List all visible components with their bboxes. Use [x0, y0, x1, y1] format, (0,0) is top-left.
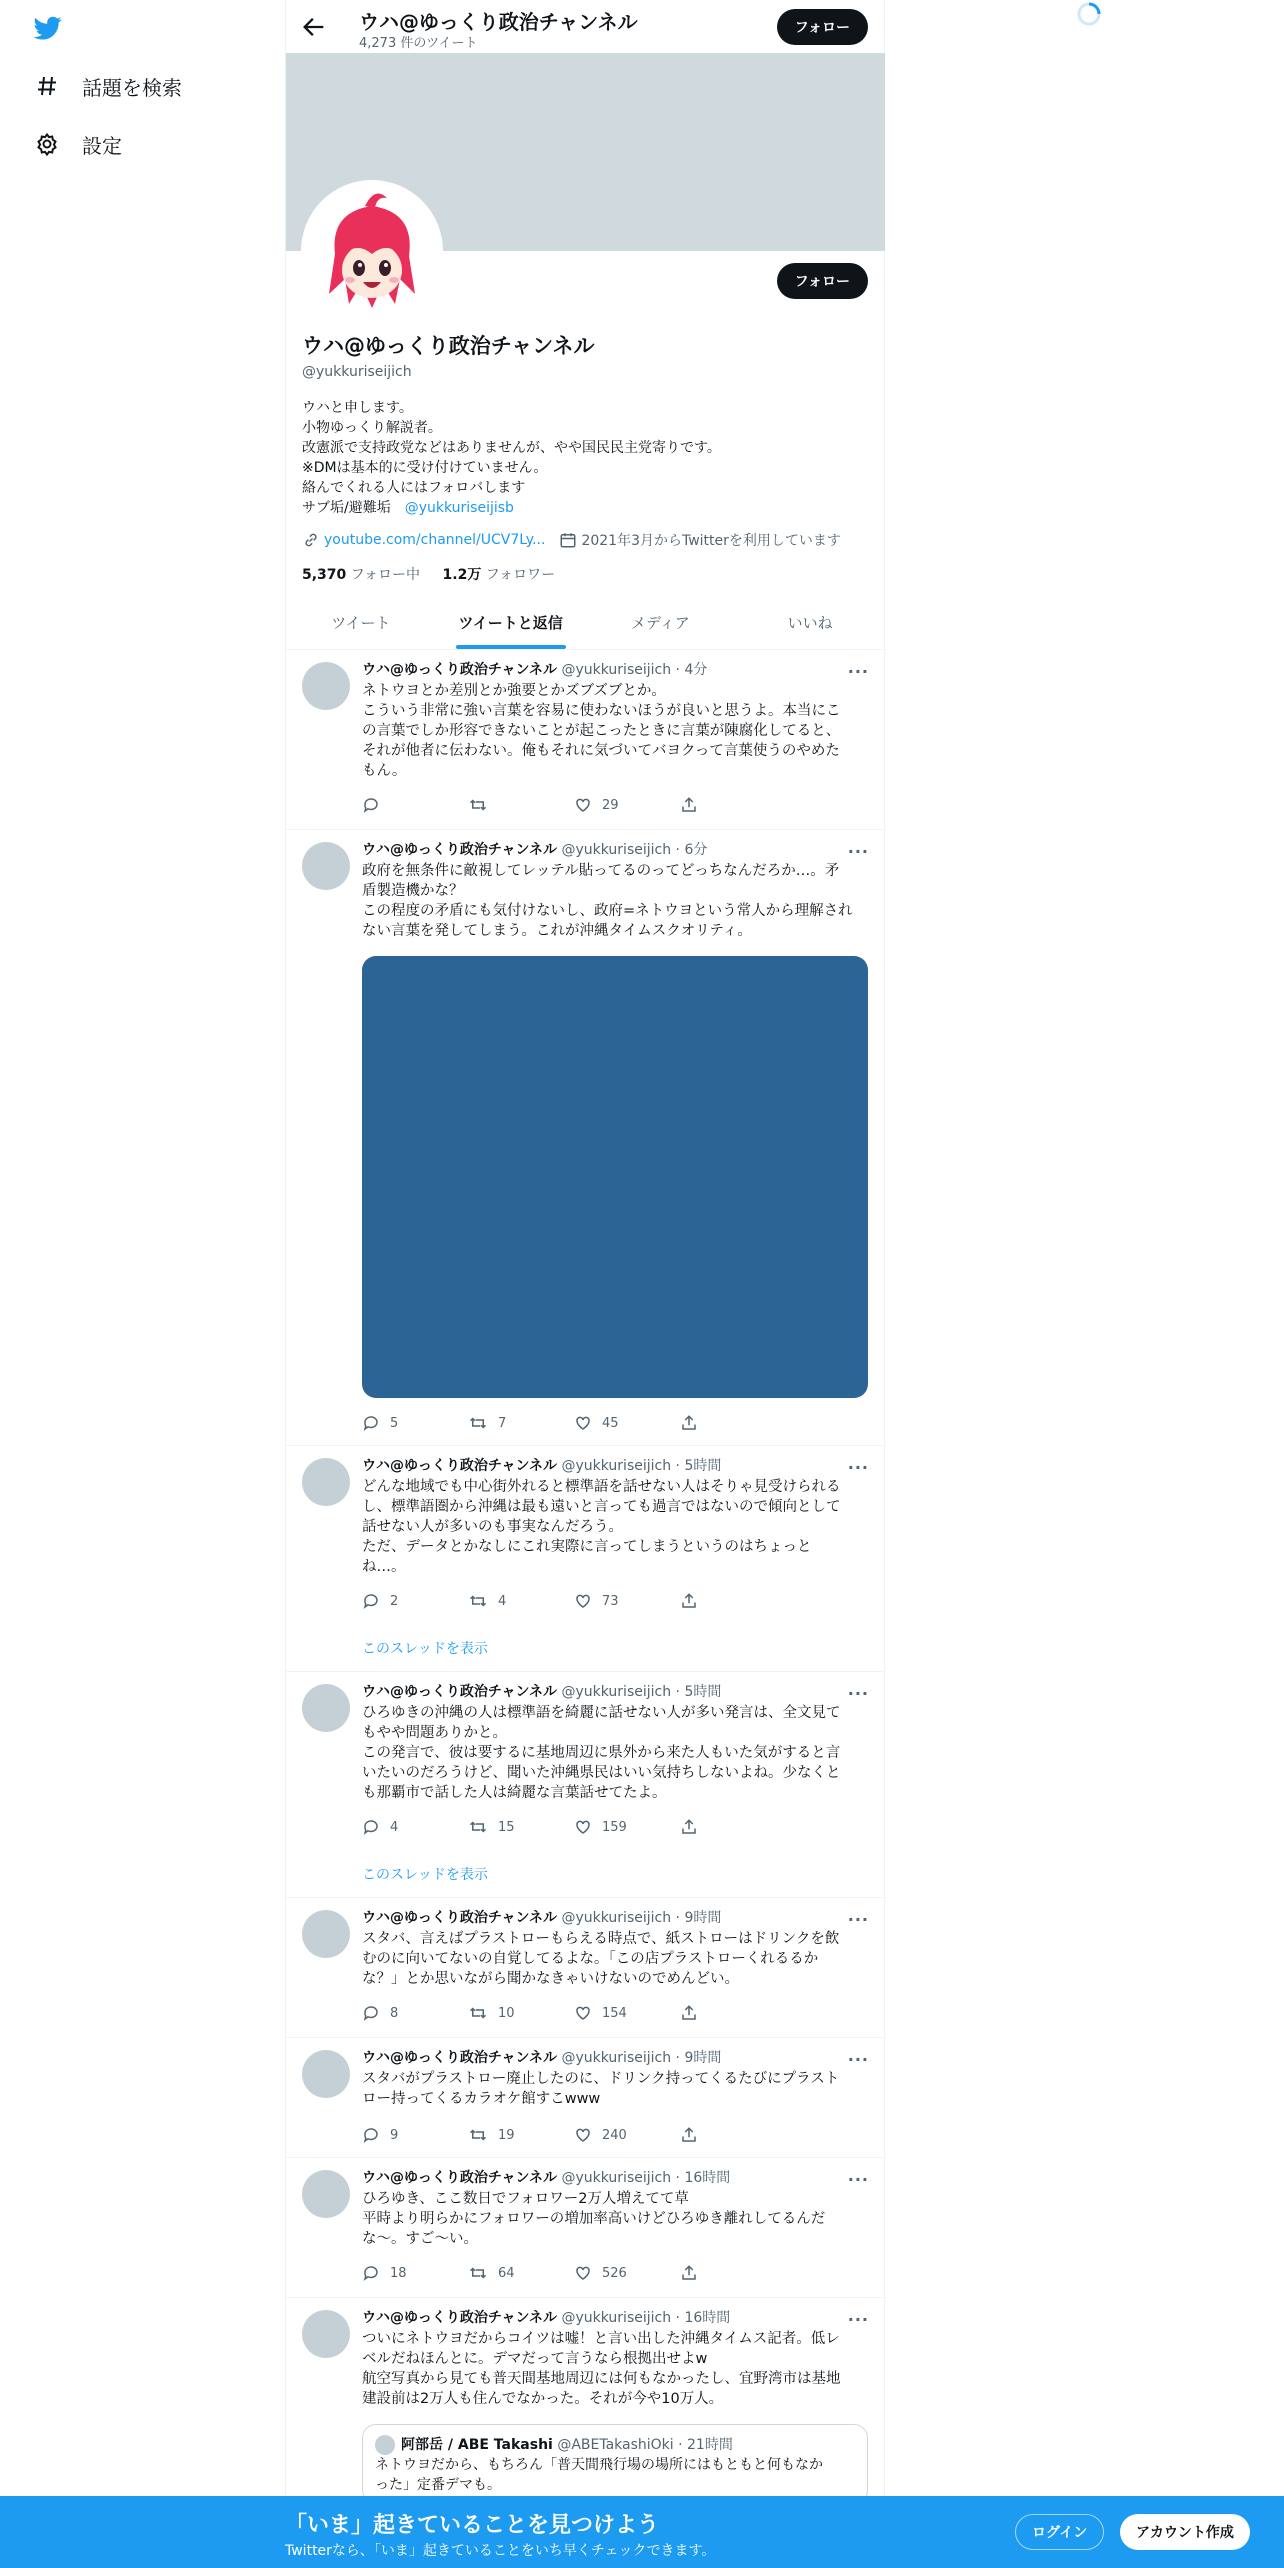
share-icon — [680, 2126, 698, 2144]
reply-button[interactable]: 4 — [362, 1818, 468, 1836]
tweet-actions — [362, 2264, 792, 2282]
nav-settings[interactable] — [34, 122, 122, 166]
link-icon — [302, 531, 320, 549]
tab-tweets-and-replies[interactable]: ツイートと返信 — [436, 596, 586, 649]
back-arrow-icon[interactable] — [300, 13, 328, 41]
tweet-author-name[interactable]: ウハ@ゆっくり政治チャンネル — [362, 662, 558, 678]
tweet-author-name[interactable]: ウハ@ゆっくり政治チャンネル — [362, 2050, 558, 2066]
reply-button[interactable]: 8 — [362, 2004, 468, 2022]
profile-joined — [559, 530, 840, 550]
heart-icon — [574, 1818, 592, 1836]
tweet-avatar[interactable] — [302, 842, 350, 890]
signup-button[interactable]: アカウント作成 — [1120, 2514, 1250, 2550]
tweet[interactable] — [286, 650, 885, 830]
retweet-icon — [468, 2264, 488, 2282]
joined-date: 2021年3月からTwitterを利用しています — [581, 533, 841, 549]
tweet-avatar[interactable] — [302, 1684, 350, 1732]
tweet-avatar[interactable] — [302, 1910, 350, 1958]
tweet-time[interactable]: · 16時間 — [675, 2310, 731, 2326]
tweet-time[interactable]: · 6分 — [675, 842, 708, 858]
tweet-author-handle[interactable]: @yukkuriseijich — [561, 2050, 672, 2066]
website-link[interactable]: youtube.com/channel/UCV7Ly... — [324, 532, 546, 548]
show-thread-link[interactable]: このスレッドを表示 — [362, 1867, 488, 1883]
main-column — [285, 0, 885, 2568]
share-button[interactable] — [680, 2004, 786, 2022]
heart-icon — [574, 2126, 592, 2144]
header-tweet-count: 4,273 件のツイート — [359, 36, 478, 51]
header-follow-button[interactable]: フォロー — [777, 9, 868, 45]
tab-media[interactable]: メディア — [630, 614, 690, 632]
profile-bio — [302, 398, 872, 518]
reply-icon — [362, 1818, 380, 1836]
more-options-icon[interactable]: ··· — [847, 662, 869, 681]
tweet-media-image[interactable] — [362, 956, 868, 1398]
show-thread-link[interactable]: このスレッドを表示 — [362, 1641, 488, 1657]
like-button[interactable]: 73 — [574, 1592, 680, 1610]
heart-icon — [574, 1592, 592, 1610]
heart-icon — [574, 2264, 592, 2282]
tweet[interactable] — [286, 2038, 885, 2158]
reply-icon — [362, 1592, 380, 1610]
bio-line: 絡んでくれる人にはフォロバします — [302, 480, 526, 496]
reply-icon — [362, 2004, 380, 2022]
tweet-avatar[interactable] — [302, 1458, 350, 1506]
tab-likes[interactable]: いいね — [787, 614, 833, 632]
tweet-author-handle[interactable]: @yukkuriseijich — [561, 662, 672, 678]
retweet-button[interactable]: 19 — [468, 2126, 574, 2144]
retweet-button[interactable]: 10 — [468, 2004, 574, 2022]
profile-info — [302, 330, 872, 584]
calendar-icon — [559, 531, 577, 549]
tweet-avatar[interactable] — [302, 2050, 350, 2098]
tweet-actions — [362, 1592, 792, 1610]
tweet-actions — [362, 796, 792, 814]
tweet-time[interactable]: · 9時間 — [675, 1910, 722, 1926]
share-icon — [680, 2004, 698, 2022]
following-label: フォロー中 — [350, 567, 421, 583]
tweet-text: どんな地域でも中心街外れると標準語を話せない人はそりゃ見受けられる し、標準語圏から沖縄は最も遠いと言っても過言ではないので傾向として 話せない人が多いのも事実なんだろう。 ただ、データとかなしにこれ実際に言ってしまうというのはちょっと ね…。 — [362, 1479, 841, 1575]
tweet-text: スタバ、言えばプラストローもらえる時点で、紙ストローはドリンクを飲 むのに向いてないの自覚してるよな。「この店プラストローくれるるか な？」とか思いながら聞かなきゃいけないのでめんどい。 — [362, 1931, 840, 1987]
tweet-text: ひろゆきの沖縄の人は標準語を綺麗に話せない人が多い発言は、全文見て もやや問題ありかと。 この発言で、彼は要するに基地周辺に県外から来た人もいた気がすると言 いたいのだろうけど、聞いた沖縄県民はいい気持ちしないよね。少なくと も那覇市で話した人は綺麗な言葉話せてたよ。 — [362, 1705, 841, 1801]
bio-line: ※DMは基本的に受け付けていません。 — [302, 460, 548, 476]
quoted-tweet-text: ネトウヨだから、もちろん「普天間飛行場の場所にはもともと何もなか った」定番デマも。 — [375, 2457, 823, 2493]
retweet-button[interactable]: 64 — [468, 2264, 574, 2282]
retweet-icon — [468, 1592, 488, 1610]
share-icon — [680, 1592, 698, 1610]
more-options-icon[interactable]: ··· — [847, 2310, 869, 2329]
bio-line-last — [302, 498, 872, 518]
heart-icon — [574, 1414, 592, 1432]
profile-counts — [302, 564, 872, 584]
quoted-tweet[interactable] — [362, 2424, 868, 2504]
share-button[interactable] — [680, 1818, 786, 1836]
reply-icon — [362, 2264, 380, 2282]
more-options-icon[interactable]: ··· — [847, 2050, 869, 2069]
tweet-author-handle[interactable]: @yukkuriseijich — [561, 1458, 672, 1474]
reply-button[interactable]: 2 — [362, 1592, 468, 1610]
profile-handle: @yukkuriseijich — [302, 364, 412, 380]
tweet-author-handle[interactable]: @yukkuriseijich — [561, 842, 672, 858]
signup-banner-subtitle: Twitterなら、「いま」起きていることをいち早くチェックできます。 — [285, 2543, 716, 2559]
gear-icon — [34, 131, 60, 157]
share-button[interactable] — [680, 1414, 786, 1432]
profile-name: ウハ@ゆっくり政治チャンネル — [302, 334, 595, 358]
bio-sub-account-link[interactable]: @yukkuriseijisb — [404, 500, 514, 516]
tweet-author-name[interactable]: ウハ@ゆっくり政治チャンネル — [362, 842, 558, 858]
retweet-button[interactable] — [468, 796, 574, 814]
login-button[interactable]: ログイン — [1015, 2514, 1104, 2550]
bio-line: 小物ゆっくり解説者。 — [302, 420, 442, 436]
header-title: ウハ@ゆっくり政治チャンネル — [359, 10, 638, 34]
tweet-author-handle[interactable]: @yukkuriseijich — [561, 2310, 672, 2326]
tweet-actions — [362, 2004, 792, 2022]
heart-icon — [574, 796, 592, 814]
like-button[interactable]: 29 — [574, 796, 680, 814]
tweet-text: スタバがプラストロー廃止したのに、ドリンク持ってくるたびにプラスト ロー持ってくるカラオケ館すこwww — [362, 2071, 840, 2107]
more-options-icon[interactable]: ··· — [847, 1684, 869, 1703]
bio-sub-account-label: サブ垢/避難垢 — [302, 500, 405, 516]
reply-icon — [362, 2126, 380, 2144]
retweet-icon — [468, 1818, 488, 1836]
tweet-actions — [362, 1818, 792, 1836]
bio-line: ウハと申します。 — [302, 400, 413, 416]
tweet-time[interactable]: · 5時間 — [675, 1458, 722, 1474]
more-options-icon[interactable]: ··· — [847, 1910, 869, 1929]
tweet-actions — [362, 2126, 792, 2144]
more-options-icon[interactable]: ··· — [847, 1458, 869, 1477]
profile-avatar[interactable] — [301, 180, 443, 322]
quoted-tweet-author-handle: @ABETakashiOki — [557, 2437, 674, 2453]
tweet-author-name[interactable]: ウハ@ゆっくり政治チャンネル — [362, 2170, 558, 2186]
share-button[interactable] — [680, 2126, 786, 2144]
tweet-text: ひろゆき、ここ数日でフォロワー2万人増えてて草 平時より明らかにフォロワーの増加率高いけどひろゆき離れしてるんだ な〜。すご〜い。 — [362, 2191, 826, 2247]
bio-line: 改憲派で支持政党などはありませんが、やや国民民主党寄りです。 — [302, 440, 721, 456]
profile-meta — [302, 530, 872, 550]
retweet-button[interactable]: 4 — [468, 1592, 574, 1610]
heart-icon — [574, 2004, 592, 2022]
quoted-tweet-avatar — [375, 2435, 395, 2455]
tweet-author-handle[interactable]: @yukkuriseijich — [561, 2170, 672, 2186]
loading-spinner-icon — [1077, 2, 1101, 26]
retweet-button[interactable]: 7 — [468, 1414, 574, 1432]
quoted-tweet-time: · 21時間 — [678, 2437, 733, 2453]
like-button[interactable]: 45 — [574, 1414, 680, 1432]
tweet-time[interactable]: · 5時間 — [675, 1684, 722, 1700]
avatar-character-image — [305, 184, 439, 318]
tweet[interactable] — [286, 1446, 885, 1672]
tweet-text: ついにネトウヨだからコイツは嘘！と言い出した沖縄タイムス記者。低レ ベルだねほんとに。デマだって言うなら根拠出せよw 航空写真から見ても普天間基地周辺には何もなかったし、宜野湾市は基地 建設前は2万人も住んでなかった。それが今や10万人。 — [362, 2331, 841, 2407]
followers-label: フォロワー — [485, 567, 556, 583]
tweet-author-name[interactable]: ウハ@ゆっくり政治チャンネル — [362, 1458, 558, 1474]
twitter-bird-icon[interactable] — [32, 14, 64, 42]
tweet-author-handle[interactable]: @yukkuriseijich — [561, 1910, 672, 1926]
tweet-actions — [362, 1414, 792, 1432]
reply-button[interactable]: 9 — [362, 2126, 468, 2144]
more-options-icon[interactable]: ··· — [847, 2170, 869, 2189]
nav-explore-label: 話題を検索 — [82, 75, 182, 100]
signup-banner — [0, 2496, 1284, 2568]
tweet-text: 政府を無条件に敵視してレッテル貼ってるのってどっちなんだろか…。矛 盾製造機かな？ この程度の矛盾にも気付けないし、政府=ネトウヨという常人から理解され ない言葉を発してしまう。これが沖縄タイムスクオリティ。 — [362, 863, 853, 939]
share-icon — [680, 1414, 698, 1432]
share-button[interactable] — [680, 1592, 786, 1610]
tweet[interactable] — [286, 1898, 885, 2038]
like-button[interactable]: 159 — [574, 1818, 680, 1836]
retweet-icon — [468, 2004, 488, 2022]
like-button[interactable]: 526 — [574, 2264, 680, 2282]
tweet-author-name[interactable]: ウハ@ゆっくり政治チャンネル — [362, 2310, 558, 2326]
tweet-text: ネトウヨとか差別とか強要とかズブズブとか。 こういう非常に強い言葉を容易に使わないほうが良いと思うよ。本当にこ の言葉でしか形容できないことが起こったときに言葉が陳腐化してると、 それが他者に伝わない。俺もそれに気づいてバヨクって言葉使うのやめた もん。 — [362, 683, 841, 779]
reply-button[interactable]: 5 — [362, 1414, 468, 1432]
tab-tweets[interactable]: ツイート — [331, 614, 391, 632]
share-button[interactable] — [680, 2264, 786, 2282]
reply-icon — [362, 1414, 380, 1432]
reply-button[interactable] — [362, 796, 468, 814]
share-icon — [680, 796, 698, 814]
tweet-author-name[interactable]: ウハ@ゆっくり政治チャンネル — [362, 1910, 558, 1926]
nav-settings-label: 設定 — [82, 133, 122, 158]
tweet[interactable] — [286, 1672, 885, 1898]
tweet-time[interactable]: · 4分 — [675, 662, 708, 678]
share-button[interactable] — [680, 796, 786, 814]
signup-banner-title: 「いま」起きていることを見つけよう — [285, 2513, 660, 2538]
followers-count[interactable]: 1.2万 フォロワー — [442, 567, 556, 583]
reply-icon — [362, 796, 380, 814]
tweet[interactable] — [286, 2158, 885, 2298]
quoted-tweet-author-name: 阿部岳 / ABE Takashi — [401, 2437, 553, 2453]
nav-explore[interactable] — [34, 64, 182, 108]
profile-tabs — [286, 596, 885, 650]
share-icon — [680, 1818, 698, 1836]
retweet-icon — [468, 2126, 488, 2144]
tweet-author-name[interactable]: ウハ@ゆっくり政治チャンネル — [362, 1684, 558, 1700]
tweet-avatar[interactable] — [302, 2170, 350, 2218]
like-button[interactable]: 240 — [574, 2126, 680, 2144]
following-count[interactable]: 5,370 フォロー中 — [302, 567, 421, 583]
profile-header-bar — [286, 0, 884, 53]
retweet-icon — [468, 796, 488, 814]
reply-button[interactable]: 18 — [362, 2264, 468, 2282]
share-icon — [680, 2264, 698, 2282]
tweet[interactable] — [286, 830, 885, 1446]
hashtag-icon — [34, 73, 60, 99]
profile-follow-button[interactable]: フォロー — [777, 263, 868, 299]
tweet-time[interactable]: · 16時間 — [675, 2170, 731, 2186]
more-options-icon[interactable]: ··· — [847, 842, 869, 861]
tweet-avatar[interactable] — [302, 2310, 350, 2358]
profile-website — [302, 531, 545, 549]
tweet-avatar[interactable] — [302, 662, 350, 710]
like-button[interactable]: 154 — [574, 2004, 680, 2022]
tweet-author-handle[interactable]: @yukkuriseijich — [561, 1684, 672, 1700]
retweet-icon — [468, 1414, 488, 1432]
retweet-button[interactable]: 15 — [468, 1818, 574, 1836]
tweet-time[interactable]: · 9時間 — [675, 2050, 722, 2066]
